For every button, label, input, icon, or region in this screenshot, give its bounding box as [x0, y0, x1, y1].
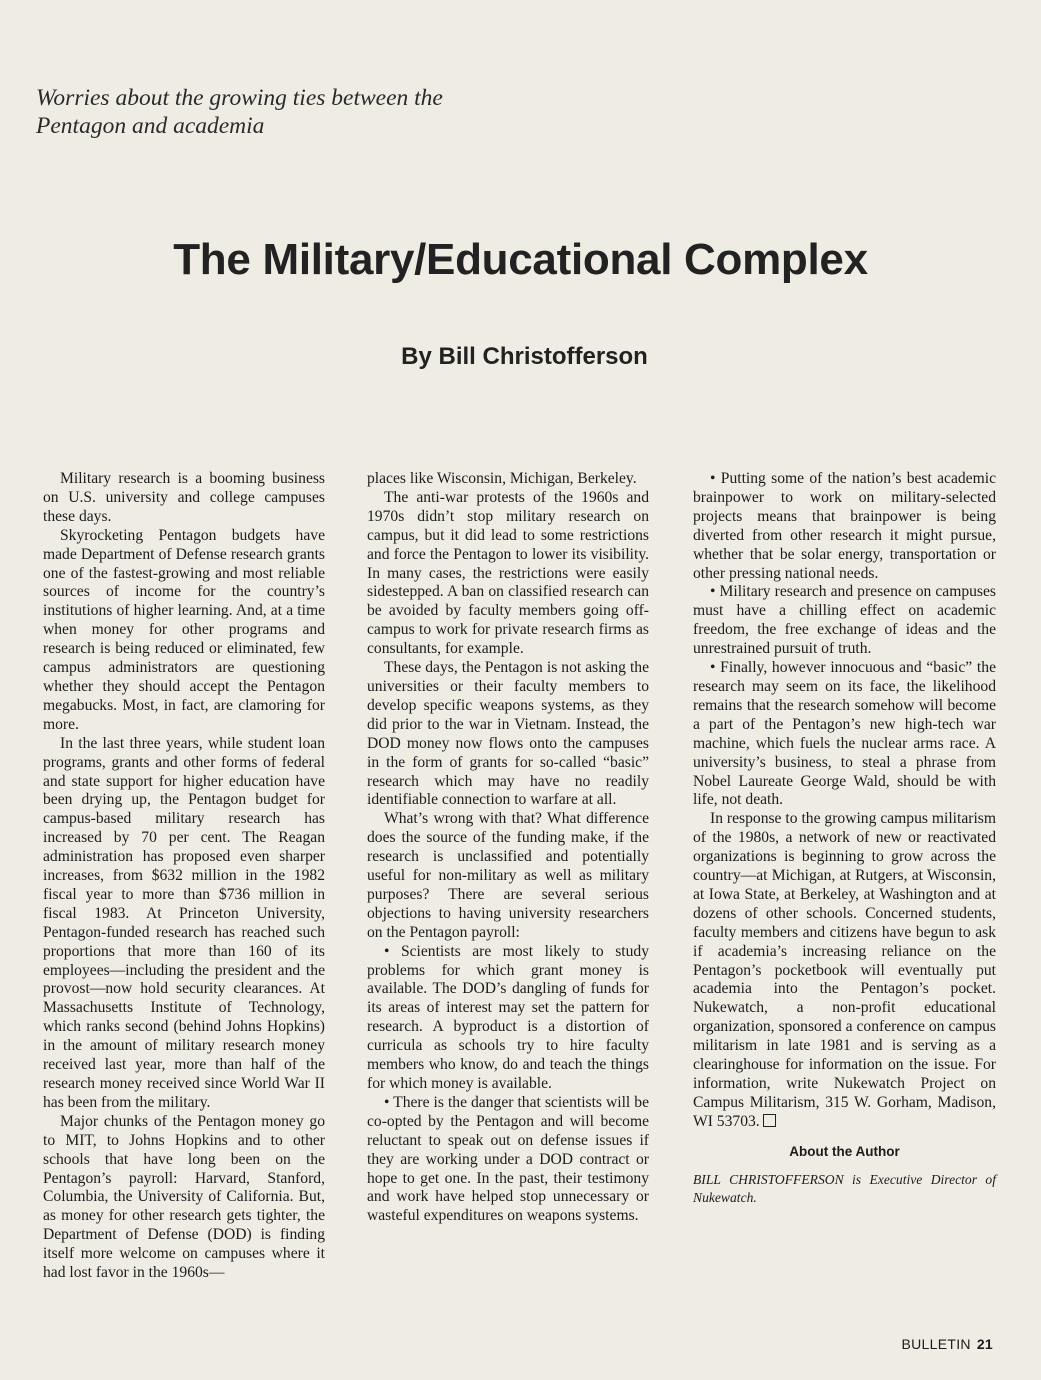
body-column-1 — [43, 470, 325, 1283]
page-number: 21 — [976, 1336, 993, 1352]
paragraph: Military research is a booming business on U.S. university and college campuses these days. — [43, 470, 325, 525]
bullet-paragraph: • Scientists are most likely to study problems for which grant money is available. The DOD’s dangling of funds for its areas of interest may set the pattern for research. A byproduct is a distortion of curricula as schools try to hire faculty members who know, do and teach the things for which money is available. — [367, 942, 649, 1092]
end-mark-icon — [763, 1114, 776, 1127]
paragraph: The anti-war protests of the 1960s and 1970s didn’t stop military research on campus, but it did lead to some restrictions and force the Pentagon to lower its visibility. In many cases, the restrictions were easily sidestepped. A ban on classified research can be avoided by faculty members going off-campus to work for private research firms as consultants, for example. — [367, 488, 649, 658]
article-deck: Worries about the growing ties between the Pentagon and academia — [36, 85, 443, 139]
about-author-heading: About the Author — [789, 1143, 900, 1159]
article-title: The Military/Educational Complex — [173, 235, 868, 284]
paragraph: What’s wrong with that? What difference does the source of the funding make, if the research is unclassified and potentially useful for non-military as well as military purposes? There are several serious objections to having university researchers on the Pentagon payroll: — [367, 810, 649, 941]
paragraph: These days, the Pentagon is not asking the universities or their faculty members to develop specific weapons systems, as they did prior to the war in Vietnam. Instead, the DOD money now flows onto the campuses in the form of grants for so-called “basic” research which may have no readily identifiable connection to warfare at all. — [367, 659, 649, 809]
paragraph: In the last three years, while student loan programs, grants and other forms of federal and state support for higher education have been drying up, the Pentagon budget for campus-based military research has increased by 70 per cent. The Reagan administration has proposed even sharper increases, from $632 million in the 1982 fiscal year to more than $736 million in fiscal 1983. At Princeton University, Pentagon-funded research has reached such proportions that more than 160 of its employees—including the president and the provost—now hold security clearances. At Massachusetts Institute of Technology, which ranks second (behind Johns Hopkins) in the amount of military research money received last year, more than half of the research money received since World War II has been from the military. — [43, 734, 325, 1111]
body-column-3 — [693, 470, 996, 1208]
bullet-paragraph: • Finally, however innocuous and “basic” the research may seem on its face, the likelihood remains that the research somehow will become a part of the Pentagon’s new high-tech war machine, which fuels the nuclear arms race. A university’s business, to steal a phrase from Nobel Laureate George Wald, should be with life, not death. — [693, 659, 996, 809]
publication-name: BULLETIN — [901, 1336, 971, 1352]
paragraph: Major chunks of the Pentagon money go to MIT, to Johns Hopkins and to other schools that have long been on the Pentagon’s payroll: Harvard, Stanford, Columbia, the University of California. But, as money for other research gets tighter, the Department of Defense (DOD) is finding itself more welcome on campuses where it had lost favor in the 1960s— — [43, 1112, 325, 1282]
closing-paragraph — [693, 810, 996, 1131]
about-author-text: BILL CHRISTOFFERSON is Executive Director of Nukewatch. — [693, 1171, 996, 1206]
paragraph: Skyrocketing Pentagon budgets have made Department of Defense research grants one of the fastest-growing and most reliable sources of income for the country’s institutions of higher learning. And, at a time when money for other programs and research is being reduced or eliminated, few campus administrators are questioning whether they should accept the Pentagon megabucks. Most, in fact, are clamoring for more. — [43, 526, 325, 733]
closing-paragraph-text: In response to the growing campus militarism of the 1980s, a network of new or reactivated organizations is beginning to grow across the country—at Michigan, at Rutgers, at Wisconsin, at Iowa State, at Berkeley, at Washington and at dozens of other schools. Concerned students, faculty members and citizens have begun to ask if academia’s increasing reliance on the Pentagon’s pocketbook will eventually put academia into the Pentagon’s pocket. Nukewatch, a non-profit educational organization, sponsored a conference on campus militarism in late 1981 and is serving as a clearinghouse for information on the issue. For information, write Nukewatch Project on Campus Militarism, 315 W. Gorham, Madison, WI 53703. — [693, 810, 996, 1130]
bullet-paragraph: • There is the danger that scientists will be co-opted by the Pentagon and will become reluctant to speak out on defense issues if they are working under a DOD contract or hope to get one. In the past, their testimony and work have helped stop unnecessary or wasteful expenditures on weapons systems. — [367, 1093, 649, 1225]
page-footer — [902, 1336, 994, 1352]
body-column-2 — [367, 470, 649, 1226]
article-byline: By Bill Christofferson — [401, 343, 648, 370]
bullet-paragraph: • Military research and presence on campuses must have a chilling effect on academic freedom, the free exchange of ideas and the unrestrained pursuit of truth. — [693, 583, 996, 658]
bullet-paragraph: • Putting some of the nation’s best academic brainpower to work on military-selected projects means that brainpower is being diverted from other research it might pursue, whether that be solar energy, transportation or other pressing national needs. — [693, 470, 996, 582]
paragraph-continued: places like Wisconsin, Michigan, Berkeley. — [367, 470, 637, 487]
